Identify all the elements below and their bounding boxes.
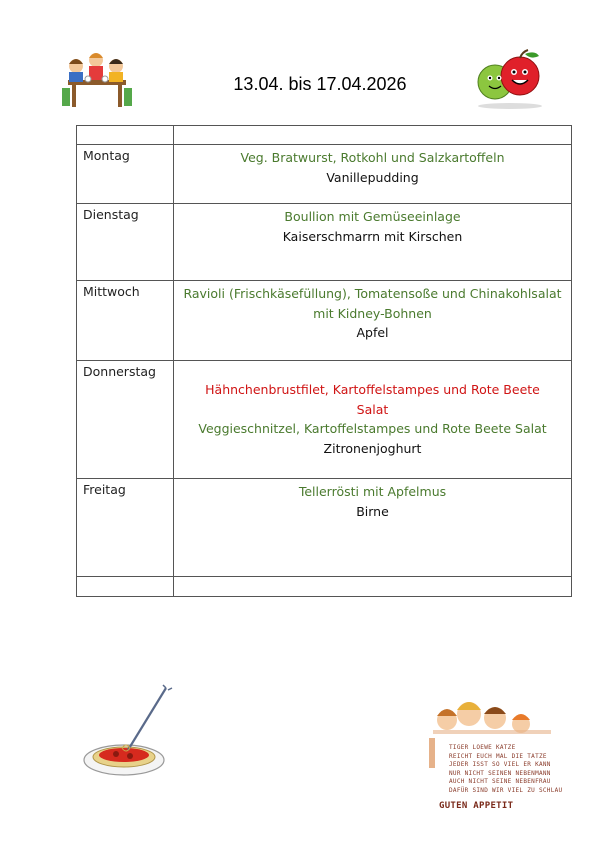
day-label: Mittwoch bbox=[77, 281, 174, 361]
poem-line: JEDER ISST SO VIEL ER KANN bbox=[449, 761, 551, 768]
dish-meat: Hähnchenbrustfilet, Kartoffelstampes und Rote Beete Salat bbox=[205, 382, 540, 417]
header-cell-day bbox=[77, 126, 174, 145]
footer-cell-day bbox=[77, 577, 174, 597]
table-header-row bbox=[77, 126, 572, 145]
table-row bbox=[77, 145, 572, 204]
dishes-cell bbox=[174, 281, 572, 361]
dish-dessert: Vanillepudding bbox=[326, 169, 419, 185]
table-footer-row bbox=[77, 577, 572, 597]
dishes-cell bbox=[174, 361, 572, 479]
poem-line: NUR NICHT SEINEN NEBENMANN bbox=[449, 769, 551, 777]
poem-caption: GUTEN APPETIT bbox=[439, 801, 514, 811]
dish-main: Ravioli (Frischkäsefüllung), Tomatensoße und Chinakohlsalat mit Kidney-Bohnen bbox=[183, 286, 562, 321]
dishes-cell bbox=[174, 479, 572, 577]
spaghetti-plate-icon bbox=[78, 684, 176, 780]
table-row bbox=[77, 204, 572, 281]
menu-table bbox=[76, 125, 572, 597]
footer-cell-dishes bbox=[174, 577, 572, 597]
table-row bbox=[77, 479, 572, 577]
apple-pair-clipart-icon bbox=[470, 48, 550, 110]
page-title: 13.04. bis 17.04.2026 bbox=[233, 74, 407, 94]
header-cell-dishes bbox=[174, 126, 572, 145]
dish-dessert: Zitronenjoghurt bbox=[323, 440, 422, 456]
poem-line: AUCH NICHT SEINE NEBENFRAU bbox=[449, 778, 551, 785]
day-label: Dienstag bbox=[77, 204, 174, 281]
poem-line: TIGER LOEWE KATZE bbox=[449, 744, 516, 751]
poem-text bbox=[449, 744, 565, 795]
table-row bbox=[77, 361, 572, 479]
dishes-cell bbox=[174, 204, 572, 281]
dish-main: Tellerrösti mit Apfelmus bbox=[298, 484, 447, 499]
dish-dessert: Birne bbox=[356, 503, 389, 519]
dish-dessert: Kaiserschmarrn mit Kirschen bbox=[282, 228, 463, 244]
day-label: Donnerstag bbox=[77, 361, 174, 479]
poem-line: REICHT EUCH MAL DIE TATZE bbox=[449, 752, 547, 760]
dish-main: Veg. Bratwurst, Rotkohl und Salzkartoffeln bbox=[240, 150, 505, 165]
dish-main: Boullion mit Gemüseeinlage bbox=[284, 209, 461, 224]
children-poem-clipart-icon bbox=[425, 698, 565, 820]
table-row bbox=[77, 281, 572, 361]
dish-dessert: Apfel bbox=[356, 325, 389, 340]
poem-line: DAFÜR SIND WIR VIEL ZU SCHLAU bbox=[449, 786, 563, 794]
dish-veggie: Veggieschnitzel, Kartoffelstampes und Rote Beete Salat bbox=[198, 421, 547, 436]
day-label: Freitag bbox=[77, 479, 174, 577]
dishes-cell bbox=[174, 145, 572, 204]
day-label: Montag bbox=[77, 145, 174, 204]
